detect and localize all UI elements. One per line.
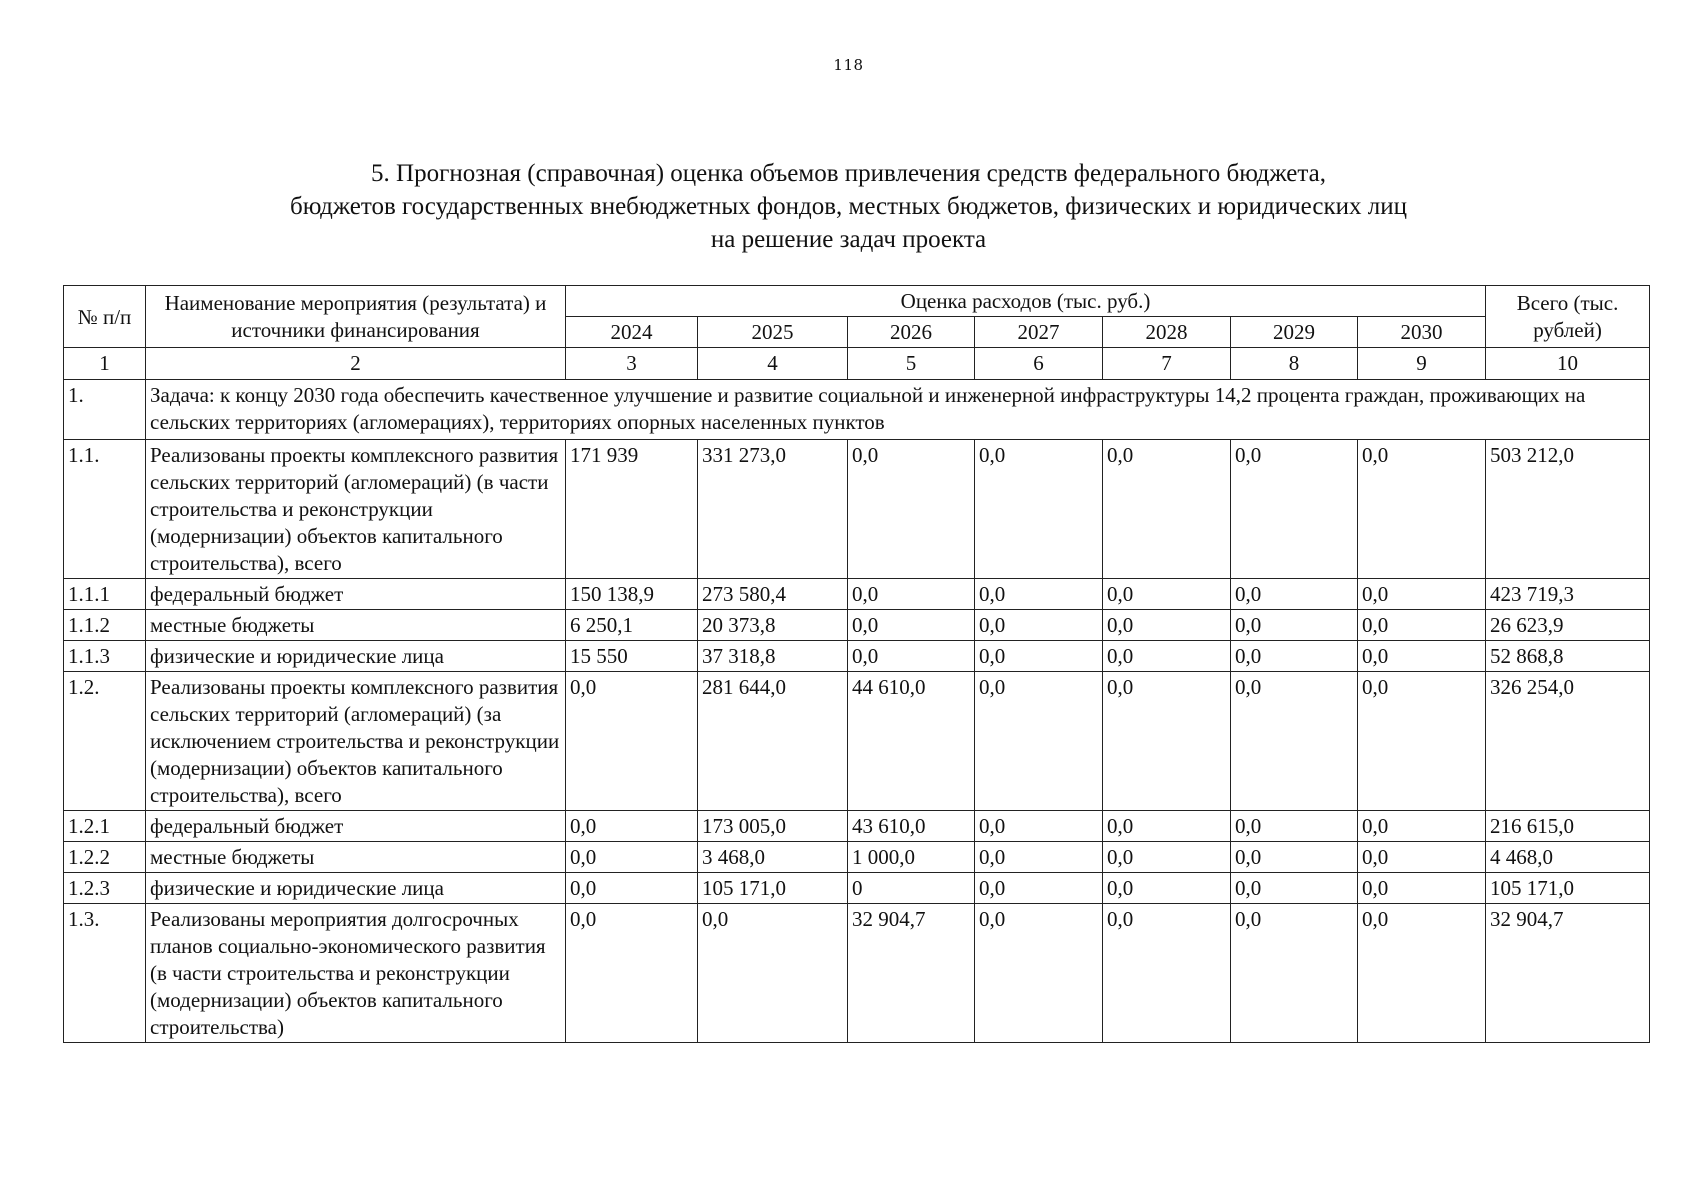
column-number: 7 <box>1103 348 1231 380</box>
row-value: 0,0 <box>1103 842 1231 873</box>
row-value: 0,0 <box>1358 641 1486 672</box>
row-value: 0,0 <box>975 440 1103 579</box>
row-total: 26 623,9 <box>1486 610 1650 641</box>
row-value: 0,0 <box>848 440 975 579</box>
header-name: Наименование мероприятия (результата) и источники финансирования <box>146 286 566 348</box>
column-number: 2 <box>146 348 566 380</box>
row-value: 0,0 <box>1358 579 1486 610</box>
row-value: 0,0 <box>1358 440 1486 579</box>
row-total: 4 468,0 <box>1486 842 1650 873</box>
column-number: 1 <box>64 348 146 380</box>
row-value: 0,0 <box>1231 610 1358 641</box>
row-number: 1.2.1 <box>64 811 146 842</box>
row-total: 423 719,3 <box>1486 579 1650 610</box>
table-row <box>64 641 1650 672</box>
table-row <box>64 610 1650 641</box>
row-name: Реализованы мероприятия долгосрочных планов социально-экономического развития (в части строительства и реконструкции (модернизации) объектов капитального строительства) <box>146 904 566 1043</box>
row-number: 1.1.3 <box>64 641 146 672</box>
row-value: 6 250,1 <box>566 610 698 641</box>
row-value: 0,0 <box>1103 440 1231 579</box>
row-value: 0,0 <box>1358 672 1486 811</box>
row-value: 0,0 <box>566 904 698 1043</box>
header-num: № п/п <box>64 286 146 348</box>
table-row <box>64 842 1650 873</box>
row-value: 0,0 <box>566 873 698 904</box>
header-total: Всего (тыс. рублей) <box>1486 286 1650 348</box>
title-line-3: на решение задач проекта <box>710 226 987 253</box>
header-year: 2025 <box>698 317 848 348</box>
row-value: 171 939 <box>566 440 698 579</box>
row-number: 1.2. <box>64 672 146 811</box>
row-value: 0,0 <box>1231 842 1358 873</box>
row-value: 0,0 <box>566 672 698 811</box>
row-value: 0,0 <box>698 904 848 1043</box>
row-value: 0,0 <box>1358 842 1486 873</box>
row-name: местные бюджеты <box>146 842 566 873</box>
row-value: 0,0 <box>848 641 975 672</box>
column-number: 10 <box>1486 348 1650 380</box>
row-value: 0,0 <box>975 672 1103 811</box>
column-number: 3 <box>566 348 698 380</box>
row-value: 32 904,7 <box>848 904 975 1043</box>
column-number: 6 <box>975 348 1103 380</box>
table-row <box>64 672 1650 811</box>
column-number: 5 <box>848 348 975 380</box>
header-year: 2030 <box>1358 317 1486 348</box>
row-total: 32 904,7 <box>1486 904 1650 1043</box>
row-value: 0,0 <box>1103 672 1231 811</box>
row-value: 281 644,0 <box>698 672 848 811</box>
row-total: 326 254,0 <box>1486 672 1650 811</box>
row-value: 0,0 <box>975 842 1103 873</box>
row-value: 0,0 <box>848 610 975 641</box>
column-number-row <box>64 348 1650 380</box>
row-total: 216 615,0 <box>1486 811 1650 842</box>
row-value: 0,0 <box>1231 579 1358 610</box>
row-value: 0,0 <box>975 904 1103 1043</box>
row-name: федеральный бюджет <box>146 811 566 842</box>
row-value: 0,0 <box>975 641 1103 672</box>
table-row <box>64 904 1650 1043</box>
row-value: 0,0 <box>1231 873 1358 904</box>
row-value: 0,0 <box>1358 610 1486 641</box>
header-year: 2024 <box>566 317 698 348</box>
row-name: местные бюджеты <box>146 610 566 641</box>
task-text: Задача: к концу 2030 года обеспечить качественное улучшение и развитие социальной и инженерной инфраструктуры 14,2 процента граждан, проживающих на сельских территориях (агломерациях), территориях опорных населенных пунктов <box>146 380 1650 440</box>
row-total: 503 212,0 <box>1486 440 1650 579</box>
row-value: 0,0 <box>1103 873 1231 904</box>
row-value: 0,0 <box>566 842 698 873</box>
row-value: 0,0 <box>1231 440 1358 579</box>
page-number: 118 <box>833 56 864 74</box>
row-value: 0,0 <box>1231 904 1358 1043</box>
column-number: 9 <box>1358 348 1486 380</box>
budget-table <box>63 285 1650 1043</box>
row-name: Реализованы проекты комплексного развития сельских территорий (агломераций) (в части строительства и реконструкции (модернизации) объектов капитального строительства), всего <box>146 440 566 579</box>
header-year: 2028 <box>1103 317 1231 348</box>
row-value: 0,0 <box>1103 579 1231 610</box>
row-name: физические и юридические лица <box>146 873 566 904</box>
row-total: 105 171,0 <box>1486 873 1650 904</box>
row-value: 331 273,0 <box>698 440 848 579</box>
row-value: 3 468,0 <box>698 842 848 873</box>
row-value: 1 000,0 <box>848 842 975 873</box>
row-number: 1.1.1 <box>64 579 146 610</box>
row-value: 43 610,0 <box>848 811 975 842</box>
title-line-1: 5. Прогнозная (справочная) оценка объемов привлечения средств федерального бюджета, <box>371 160 1326 187</box>
row-number: 1.2.3 <box>64 873 146 904</box>
row-value: 173 005,0 <box>698 811 848 842</box>
row-value: 37 318,8 <box>698 641 848 672</box>
row-value: 0,0 <box>1231 811 1358 842</box>
table-row <box>64 811 1650 842</box>
column-number: 4 <box>698 348 848 380</box>
row-value: 0,0 <box>848 579 975 610</box>
row-value: 0,0 <box>1358 904 1486 1043</box>
row-value: 0,0 <box>975 579 1103 610</box>
row-value: 105 171,0 <box>698 873 848 904</box>
table-row <box>64 440 1650 579</box>
row-value: 20 373,8 <box>698 610 848 641</box>
task-number: 1. <box>64 380 146 440</box>
row-value: 44 610,0 <box>848 672 975 811</box>
row-name: федеральный бюджет <box>146 579 566 610</box>
row-name: Реализованы проекты комплексного развития сельских территорий (агломераций) (за исключением строительства и реконструкции (модернизации) объектов капитального строительства), всего <box>146 672 566 811</box>
row-number: 1.3. <box>64 904 146 1043</box>
row-value: 0,0 <box>1103 641 1231 672</box>
row-number: 1.2.2 <box>64 842 146 873</box>
row-value: 0,0 <box>566 811 698 842</box>
row-value: 0,0 <box>1103 904 1231 1043</box>
row-value: 0,0 <box>1231 672 1358 811</box>
task-row <box>64 380 1650 440</box>
row-value: 0,0 <box>975 610 1103 641</box>
document-title <box>0 157 1697 256</box>
row-value: 0,0 <box>1358 811 1486 842</box>
row-number: 1.1. <box>64 440 146 579</box>
row-value: 0,0 <box>975 811 1103 842</box>
table-row <box>64 579 1650 610</box>
row-value: 0,0 <box>975 873 1103 904</box>
row-number: 1.1.2 <box>64 610 146 641</box>
row-name: физические и юридические лица <box>146 641 566 672</box>
header-year: 2029 <box>1231 317 1358 348</box>
table-row <box>64 873 1650 904</box>
header-estimate: Оценка расходов (тыс. руб.) <box>566 286 1486 317</box>
row-value: 0,0 <box>1103 811 1231 842</box>
row-value: 15 550 <box>566 641 698 672</box>
column-number: 8 <box>1231 348 1358 380</box>
row-value: 0 <box>848 873 975 904</box>
row-total: 52 868,8 <box>1486 641 1650 672</box>
title-line-2: бюджетов государственных внебюджетных фондов, местных бюджетов, физических и юридических лиц <box>290 193 1407 220</box>
header-row-1 <box>64 286 1650 317</box>
row-value: 273 580,4 <box>698 579 848 610</box>
row-value: 150 138,9 <box>566 579 698 610</box>
header-year: 2026 <box>848 317 975 348</box>
row-value: 0,0 <box>1231 641 1358 672</box>
row-value: 0,0 <box>1358 873 1486 904</box>
header-year: 2027 <box>975 317 1103 348</box>
row-value: 0,0 <box>1103 610 1231 641</box>
